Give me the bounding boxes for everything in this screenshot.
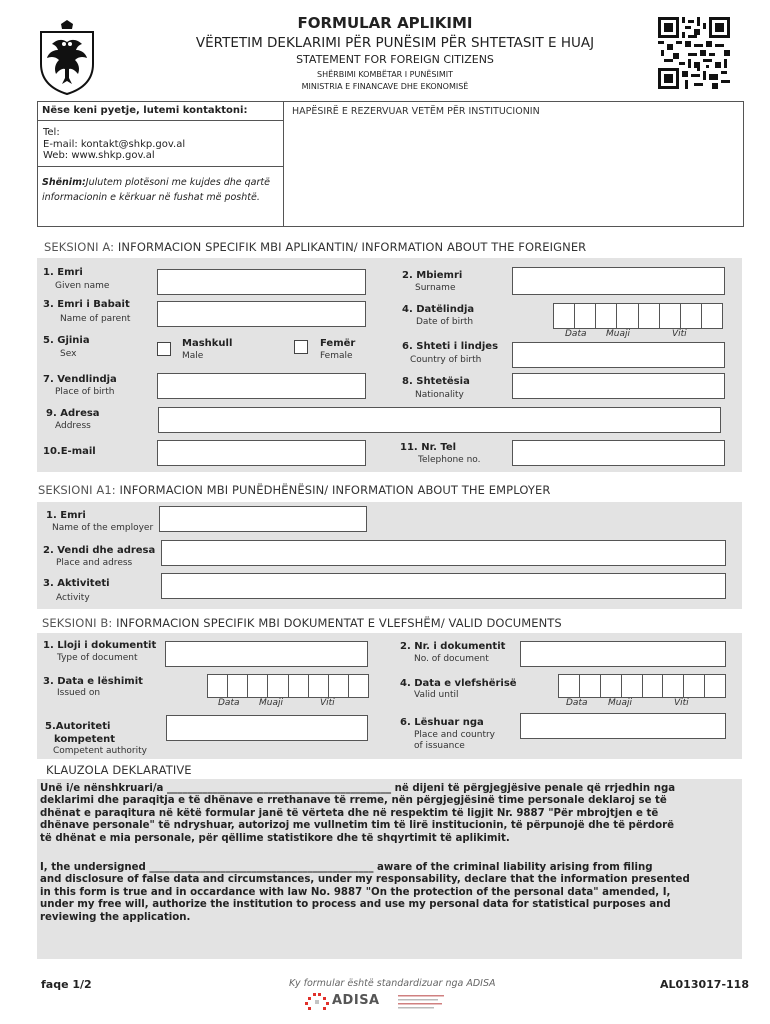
agency-name: SHËRBIMI KOMBËTAR I PUNËSIMIT (317, 70, 453, 79)
valid-year-label: Viti (674, 698, 689, 708)
adisa-logo-text: ADISA (332, 993, 380, 1008)
declaration-sq-line-4: dhënave personale" të ndryshuar, autorizoj me vullnetim tim të lirë institucionin, të përpunojë dhe të përdorë (40, 820, 675, 832)
issue-month-label: Muaji (259, 698, 283, 708)
contact-email: E-mail: kontakt@shkp.gov.al (43, 139, 186, 150)
label-document-number-en: No. of document (414, 654, 489, 664)
label-country-of-birth-en: Country of birth (410, 355, 482, 365)
note-text (42, 175, 280, 205)
authority-input[interactable] (166, 715, 368, 741)
label-document-type: 1. Lloji i dokumentit (43, 640, 157, 651)
note-line-1: Julutem plotësoni me kujdes dhe qartë (85, 177, 270, 188)
date-of-birth-input[interactable] (553, 303, 723, 329)
section-a1-heading: INFORMACION MBI PUNËDHËNËSIN/ INFORMATION ABOUT THE EMPLOYER (119, 483, 551, 497)
country-of-birth-input[interactable] (512, 342, 725, 368)
section-b-title (42, 616, 562, 630)
section-a1-prefix: SEKSIONI A1: (38, 483, 120, 497)
label-surname: 2. Mbiemri (402, 270, 463, 281)
surname-input[interactable] (512, 267, 725, 295)
contact-heading: Nëse keni pyetje, lutemi kontaktoni: (42, 105, 248, 116)
label-sex-en: Sex (60, 349, 77, 359)
reserved-area-label: HAPËSIRË E REZERVUAR VETËM PËR INSTITUCIONIN (292, 106, 540, 117)
issued-by-input[interactable] (520, 713, 726, 739)
label-issue-date: 3. Data e lëshimit (43, 676, 143, 687)
label-employer-address: 2. Vendi dhe adresa (43, 545, 156, 556)
address-input[interactable] (158, 407, 721, 433)
section-a1-title (38, 483, 550, 497)
label-activity-en: Activity (56, 593, 90, 603)
declaration-text-sq (40, 783, 740, 845)
contact-web: Web: www.shkp.gov.al (43, 150, 155, 161)
label-sex: 5. Gjinia (43, 335, 90, 346)
given-name-input[interactable] (157, 269, 366, 295)
nationality-input[interactable] (512, 373, 725, 399)
label-authority-en: Competent authority (53, 746, 147, 756)
declaration-sq-line-5: të dhënat e mia personale, për qëllime statistikore dhe të shqyrtimit të aplikimit. (40, 832, 510, 844)
label-employer-name-en: Name of the employer (52, 523, 154, 533)
label-document-type-en: Type of document (57, 653, 138, 663)
issue-day-label: Data (218, 698, 240, 708)
employer-name-input[interactable] (159, 506, 367, 532)
label-country-of-birth: 6. Shteti i lindjes (402, 341, 499, 352)
label-address-en: Address (55, 421, 91, 431)
label-authority-2: kompetent (54, 734, 116, 745)
label-telephone-en: Telephone no. (418, 455, 481, 465)
label-nationality-en: Nationality (415, 390, 464, 400)
page-number: faqe 1/2 (41, 978, 92, 991)
label-female: Femër (320, 338, 356, 349)
contact-tel: Tel: (43, 127, 60, 138)
valid-day-label: Data (566, 698, 588, 708)
adisa-logo-icon (304, 992, 330, 1012)
issue-year-label: Viti (320, 698, 335, 708)
place-of-birth-input[interactable] (157, 373, 366, 399)
form-title: FORMULAR APLIKIMI (297, 14, 473, 32)
label-male: Mashkull (182, 338, 233, 349)
form-subtitle: VËRTETIM DEKLARIMI PËR PUNËSIM PËR SHTETASIT E HUAJ (195, 35, 595, 51)
ministry-name: MINISTRIA E FINANCAVE DHE EKONOMISË (301, 82, 469, 91)
label-issued-by-en-1: Place and country (414, 730, 495, 740)
form-code: AL013017-118 (660, 978, 749, 991)
form-subtitle-en: STATEMENT FOR FOREIGN CITIZENS (296, 53, 494, 66)
label-issue-date-en: Issued on (57, 688, 101, 698)
email-input[interactable] (157, 440, 366, 466)
issue-date-input[interactable] (207, 674, 369, 698)
label-activity: 3. Aktiviteti (43, 578, 110, 589)
male-checkbox[interactable] (157, 342, 171, 356)
adisa-caption-lines (398, 994, 454, 1012)
declaration-en-line-4: under my free will, authorize the institution to process and use my personal data for statistical purposes and (40, 899, 671, 911)
label-date-of-birth: 4. Datëlindja (402, 304, 475, 315)
note-divider (37, 166, 284, 167)
dob-year-label: Viti (672, 329, 687, 339)
female-checkbox[interactable] (294, 340, 308, 354)
section-a-prefix: SEKSIONI A: (44, 240, 118, 254)
parent-name-input[interactable] (157, 301, 366, 327)
valid-until-input[interactable] (558, 674, 726, 698)
label-employer-name: 1. Emri (46, 510, 86, 521)
label-parent-name-en: Name of parent (60, 314, 131, 324)
valid-month-label: Muaji (608, 698, 632, 708)
label-date-of-birth-en: Date of birth (416, 317, 474, 327)
document-number-input[interactable] (520, 641, 726, 667)
label-address: 9. Adresa (46, 408, 100, 419)
dob-month-label: Muaji (606, 329, 630, 339)
label-authority: 5.Autoriteti (45, 721, 111, 732)
declaration-sq-line-2: deklarimi dhe paraqitja e të dhënave e rrethanave të rreme, nën përgjegjësinë time personale deklaroj se të (40, 795, 667, 807)
section-a-title (44, 240, 586, 254)
declaration-text-en (40, 862, 740, 924)
document-type-input[interactable] (165, 641, 368, 667)
label-issued-by-en-2: of issuance (414, 741, 465, 751)
label-given-name-en: Given name (55, 281, 110, 291)
contact-divider-horizontal (37, 120, 284, 121)
label-telephone: 11. Nr. Tel (400, 442, 457, 453)
label-surname-en: Surname (415, 283, 456, 293)
label-parent-name: 3. Emri i Babait (43, 299, 130, 310)
label-valid-until-en: Valid until (414, 690, 459, 700)
section-b-prefix: SEKSIONI B: (42, 616, 117, 630)
label-email: 10.E-mail (43, 446, 96, 457)
label-document-number: 2. Nr. i dokumentit (400, 641, 506, 652)
label-place-of-birth-en: Place of birth (55, 387, 115, 397)
label-place-of-birth: 7. Vendlindja (43, 374, 117, 385)
telephone-input[interactable] (512, 440, 725, 466)
label-female-en: Female (320, 351, 353, 361)
standardized-by: Ky formular është standardizuar nga ADISA (289, 978, 496, 989)
dob-day-label: Data (565, 329, 587, 339)
section-b-heading: INFORMACION SPECIFIK MBI DOKUMENTAT E VLEFSHËM/ VALID DOCUMENTS (116, 616, 562, 630)
label-valid-until: 4. Data e vlefshërisë (400, 678, 517, 689)
declaration-en-line-1: I, the undersigned ____________________________________________ aware of the criminal liability arising from filing (40, 862, 653, 873)
employer-address-input[interactable] (161, 540, 726, 566)
note-line-2: informacionin e kërkuar në fushat më poshtë. (42, 192, 260, 203)
section-a-heading: INFORMACION SPECIFIK MBI APLIKANTIN/ INFORMATION ABOUT THE FOREIGNER (117, 240, 587, 254)
label-employer-address-en: Place and adress (56, 558, 133, 568)
label-given-name: 1. Emri (43, 267, 83, 278)
label-issued-by: 6. Lëshuar nga (400, 717, 484, 728)
activity-input[interactable] (161, 573, 726, 599)
label-nationality: 8. Shtetësia (402, 376, 470, 387)
declaration-en-line-5: reviewing the application. (40, 911, 191, 923)
declaration-en-line-3: in this form is true and in occardance with law No. 9887 "On the protection of the personal data" amended, I, (40, 886, 671, 898)
declaration-sq-line-3: dhënat e paraqitura në këtë formular janë të vërteta dhe në respektim të ligjit Nr. 9887 "Për mbrojtjen e të (40, 807, 659, 819)
note-label: Shënim: (42, 177, 86, 188)
declaration-en-line-2: and disclosure of false data and circumstances, under my responsability, declare that the information presented (40, 874, 690, 886)
declaration-title: KLAUZOLA DEKLARATIVE (46, 763, 192, 777)
label-male-en: Male (182, 351, 204, 361)
qr-code-icon (658, 17, 730, 89)
declaration-sq-line-1: Unë i/e nënshkruari/a ____________________________________________ në dijeni të përgjegjësive penale që rrjedhin nga (40, 783, 676, 794)
